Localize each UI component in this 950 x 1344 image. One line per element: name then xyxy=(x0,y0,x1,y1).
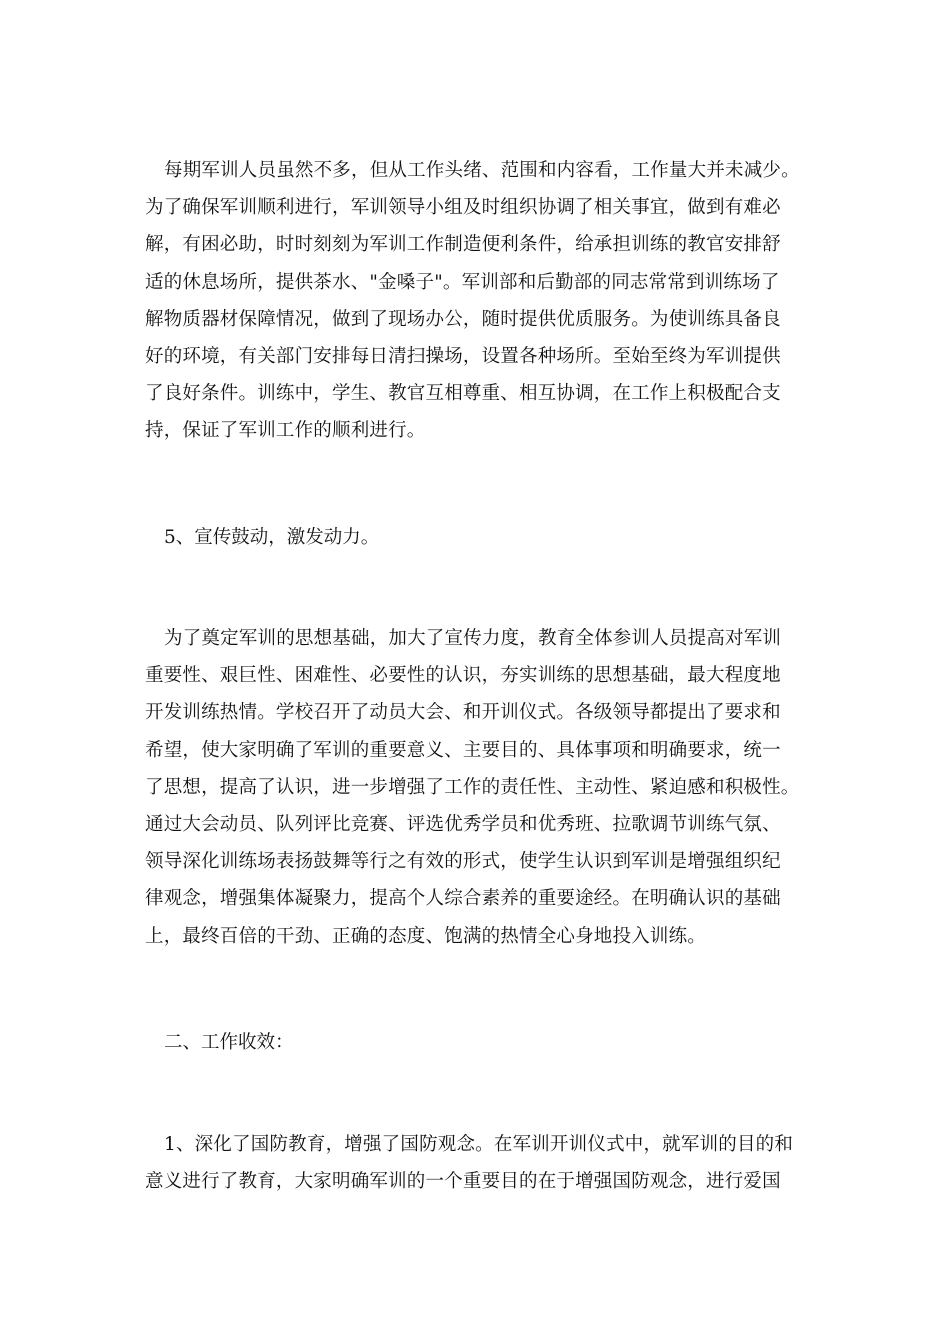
text-line: 开发训练热情。学校召开了动员大会、和开训仪式。各级领导都提出了要求和 xyxy=(145,702,781,724)
paragraph-logistics xyxy=(145,152,805,450)
text-line: 了良好条件。训练中，学生、教官互相尊重、相互协调，在工作上积极配合支 xyxy=(145,383,781,405)
text-line: 持，保证了军训工作的顺利进行。 xyxy=(145,420,426,442)
text-line-content: 为了奠定军训的思想基础，加大了宣传力度，教育全体参训人员提高对军训 xyxy=(164,628,782,649)
section-heading-5: 5、宣传鼓动，激发动力。 xyxy=(164,527,380,548)
text-line: 解物质器材保障情况，做到了现场办公，随时提供优质服务。为使训练具备良 xyxy=(145,308,781,330)
paragraph-propaganda xyxy=(145,620,805,955)
text-line-content: 每期军训人员虽然不多，但从工作头绪、范围和内容看，工作量大并未减少。 xyxy=(164,160,800,181)
text-line: 重要性、艰巨性、困难性、必要性的认识，夯实训练的思想基础，最大程度地 xyxy=(145,665,781,687)
text-line-content: 1、深化了国防教育，增强了国防观念。在军训开训仪式中，就军训的目的和 xyxy=(164,1134,794,1155)
text-line: 意义进行了教育，大家明确军训的一个重要目的在于增强国防观念，进行爱国 xyxy=(145,1171,781,1193)
text-line xyxy=(145,152,805,189)
text-line: 希望，使大家明确了军训的重要意义、主要目的、具体事项和明确要求，统一 xyxy=(145,739,781,761)
text-line xyxy=(145,620,805,657)
text-line: 律观念，增强集体凝聚力，提高个人综合素养的重要途经。在明确认识的基础 xyxy=(145,888,781,910)
text-line: 解，有困必助，时时刻刻为军训工作制造便利条件，给承担训练的教官安排舒 xyxy=(145,234,781,256)
text-line: 为了确保军训顺利进行，军训领导小组及时组织协调了相关事宜，做到有难必 xyxy=(145,197,781,219)
text-line: 领导深化训练场表扬鼓舞等行之有效的形式，使学生认识到军训是增强组织纪 xyxy=(145,851,781,873)
text-line: 通过大会动员、队列评比竞赛、评选优秀学员和优秀班、拉歌调节训练气氛、 xyxy=(145,814,781,836)
text-line: 上，最终百倍的干劲、正确的态度、饱满的热情全心身地投入训练。 xyxy=(145,925,707,947)
section-heading-results: 二、工作收效： xyxy=(164,1032,294,1053)
paragraph-national-defense xyxy=(145,1126,805,1200)
text-line: 适的休息场所，提供茶水、"金嗓子"。军训部和后勤部的同志常常到训练场了 xyxy=(145,271,780,293)
text-line xyxy=(145,1126,805,1163)
text-line: 了思想，提高了认识，进一步增强了工作的责任性、主动性、紧迫感和积极性。 xyxy=(145,776,800,798)
text-line: 好的环境，有关部门安排每日清扫操场，设置各种场所。至始至终为军训提供 xyxy=(145,346,781,368)
